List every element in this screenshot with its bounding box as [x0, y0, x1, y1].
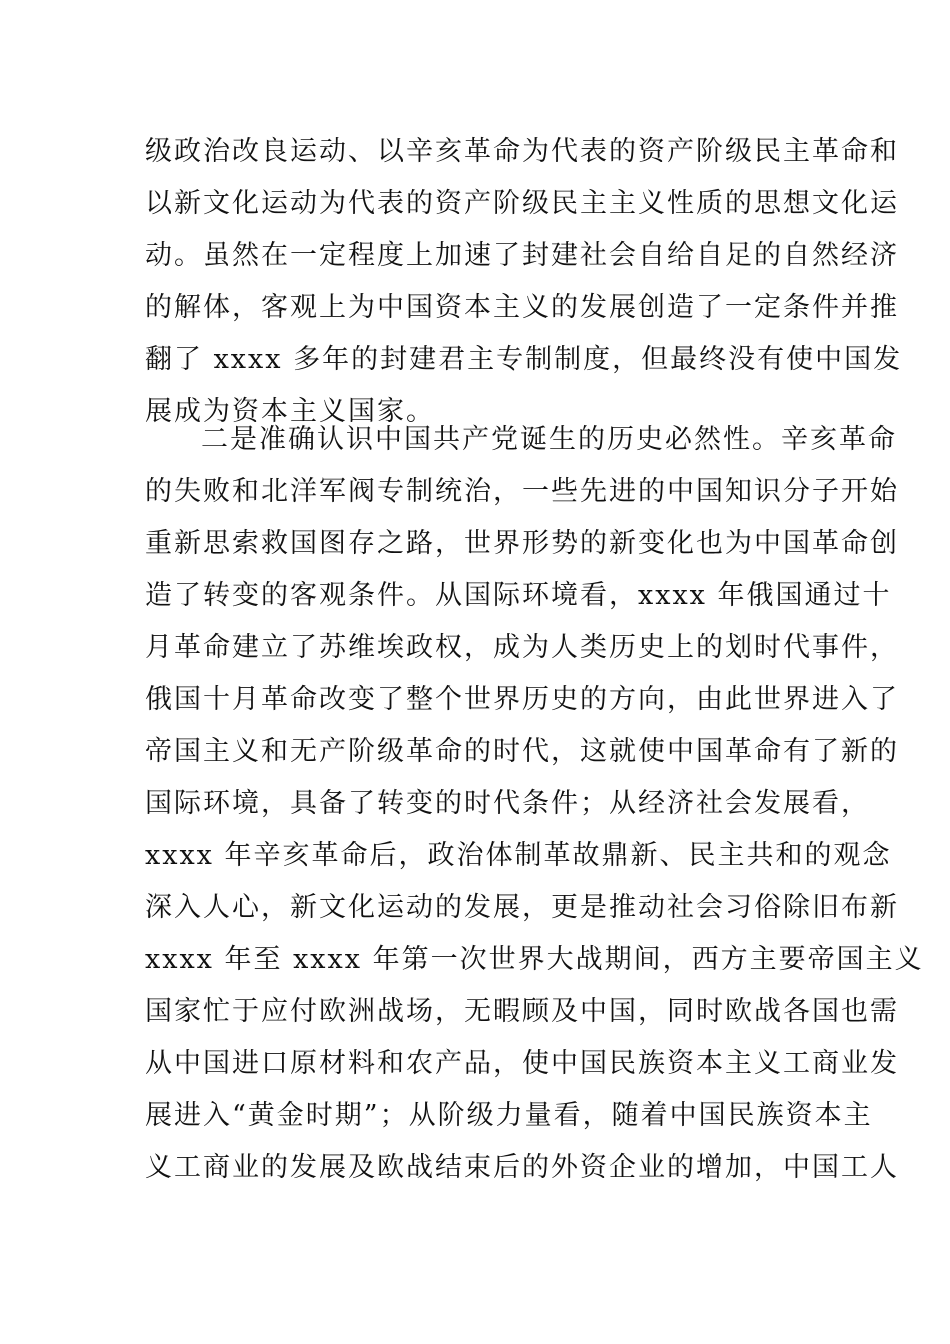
paragraph-line: 翻了 xxxx 多年的封建君主专制制度，但最终没有使中国发 [145, 344, 903, 375]
paragraph-line: 重新思索救国图存之路，世界形势的新变化也为中国革命创 [145, 528, 899, 559]
paragraph-line: 义工商业的发展及欧战结束后的外资企业的增加，中国工人 [145, 1152, 899, 1183]
paragraph-line: 级政治改良运动、以辛亥革命为代表的资产阶级民主革命和 [145, 136, 899, 167]
paragraph-line: 国家忙于应付欧洲战场，无暇顾及中国，同时欧战各国也需 [145, 996, 899, 1027]
paragraph-line: 深入人心，新文化运动的发展，更是推动社会习俗除旧布新 [145, 892, 899, 923]
paragraph-line: 展成为资本主义国家。 [145, 396, 435, 427]
paragraph-line: 从中国进口原材料和农产品，使中国民族资本主义工商业发 [145, 1048, 899, 1079]
paragraph-line: xxxx 年至 xxxx 年第一次世界大战期间，西方主要帝国主义 [145, 944, 924, 975]
paragraph-line: xxxx 年辛亥革命后，政治体制革故鼎新、民主共和的观念 [145, 840, 892, 871]
paragraph-line: 月革命建立了苏维埃政权，成为人类历史上的划时代事件， [145, 632, 899, 663]
paragraph-line: 的解体，客观上为中国资本主义的发展创造了一定条件并推 [145, 292, 899, 323]
paragraph-line: 帝国主义和无产阶级革命的时代，这就使中国革命有了新的 [145, 736, 899, 767]
paragraph-line: 展进入“黄金时期”；从阶级力量看，随着中国民族资本主 [145, 1100, 873, 1131]
paragraph-line: 动。虽然在一定程度上加速了封建社会自给自足的自然经济 [145, 240, 899, 271]
paragraph-line: 俄国十月革命改变了整个世界历史的方向，由此世界进入了 [145, 684, 899, 715]
paragraph-line: 国际环境，具备了转变的时代条件；从经济社会发展看， [145, 788, 870, 819]
paragraph-line: 以新文化运动为代表的资产阶级民主主义性质的思想文化运 [145, 188, 899, 219]
paragraph-line: 造了转变的客观条件。从国际环境看，xxxx 年俄国通过十 [145, 580, 892, 611]
paragraph-line: 二是准确认识中国共产党诞生的历史必然性。辛亥革命 [201, 424, 897, 455]
paragraph-line: 的失败和北洋军阀专制统治，一些先进的中国知识分子开始 [145, 476, 899, 507]
